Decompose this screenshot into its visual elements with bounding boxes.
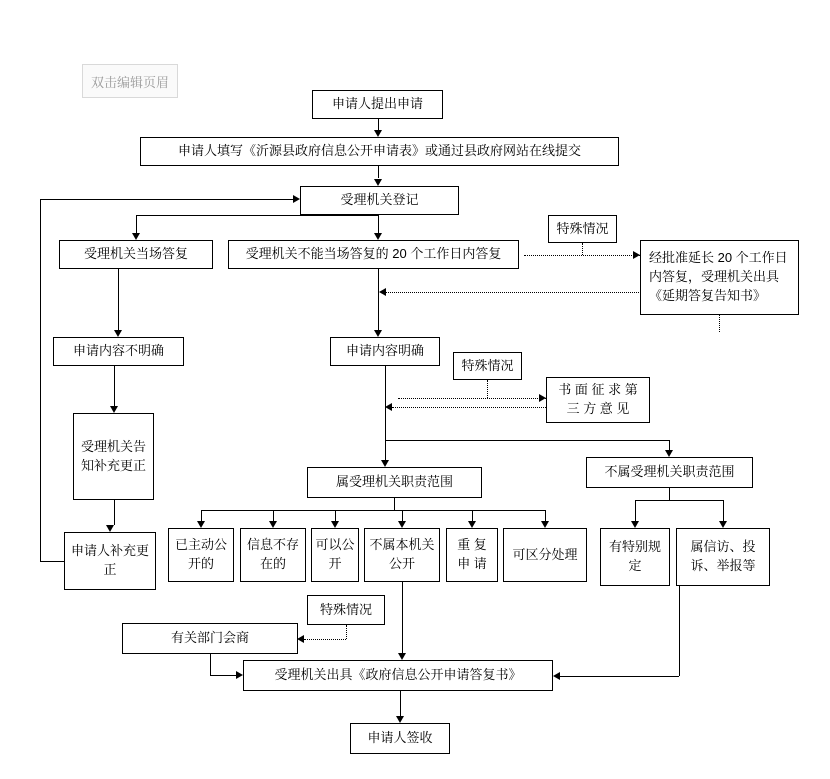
node-third-party[interactable]: 书 面 征 求 第 三 方 意 见 (546, 377, 650, 423)
connector-special1-to-extend (524, 255, 640, 256)
connector-correct-return-top (40, 199, 293, 200)
node-issue-reply[interactable]: 受理机关出具《政府信息公开申请答复书》 (243, 660, 553, 691)
connector-registration-to-onsite-v (136, 215, 137, 233)
node-special-rule[interactable]: 有特别规定 (600, 528, 670, 586)
connector-bus-to-specialrule (635, 500, 636, 521)
node-content-unclear[interactable]: 申请内容不明确 (53, 337, 184, 366)
arrowhead-clear-to-outside (665, 450, 673, 457)
node-special-case-1[interactable]: 特殊情况 (548, 215, 617, 243)
node-petition-complaint[interactable]: 属信访、投诉、举报等 (676, 528, 770, 586)
connector-dept-to-reply-h (210, 675, 236, 676)
node-special-case-3[interactable]: 特殊情况 (307, 595, 385, 625)
connector-third-return-h (392, 407, 546, 408)
connector-special1-down (582, 243, 583, 255)
node-applicant-correct[interactable]: 申请人补充更正 (64, 532, 156, 590)
connector-bus-to-canpublic (335, 510, 336, 521)
connector-special2-to-third-h (398, 398, 546, 399)
node-outside-scope[interactable]: 不属受理机关职责范围 (586, 457, 753, 488)
arrowhead-bus-to-repeat (468, 521, 476, 528)
connector-within-bus (201, 510, 545, 511)
connector-outside-bus (635, 500, 723, 501)
node-notify-correction[interactable]: 受理机关告知补充更正 (73, 413, 154, 500)
arrowhead-right-group-to-reply (553, 672, 560, 680)
arrowhead-correct-return (293, 195, 300, 203)
connector-subboxes-to-reply (402, 582, 403, 653)
arrowhead-bus-to-separable (541, 521, 549, 528)
connector-registration-trunk (378, 215, 379, 233)
connector-correct-return-h (40, 561, 64, 562)
connector-clear-to-outside-v (669, 440, 670, 450)
connector-submit-to-form (378, 119, 379, 130)
connector-bus-to-notexist (273, 510, 274, 521)
arrowhead-bus-to-canpublic (331, 521, 339, 528)
node-reply-20days[interactable]: 受理机关不能当场答复的 20 个工作日内答复 (228, 240, 519, 269)
node-can-public[interactable]: 可以公开 (311, 528, 359, 582)
arrowhead-reply-to-sign (396, 716, 404, 723)
connector-20days-to-clear (378, 269, 379, 330)
arrowhead-clear-to-within (381, 460, 389, 467)
node-registration[interactable]: 受理机关登记 (300, 186, 459, 215)
arrowhead-bus-to-already (197, 521, 205, 528)
arrowhead-bus-to-notthisorg (398, 521, 406, 528)
connector-bus-to-repeat (472, 510, 473, 521)
arrowhead-form-to-registration (374, 179, 382, 186)
arrowhead-20days-to-clear (374, 330, 382, 337)
arrowhead-registration-to-onsite (132, 233, 140, 240)
connector-clear-to-outside-h (385, 440, 670, 441)
connector-bus-to-already (201, 510, 202, 521)
arrowhead-special2-to-third (539, 394, 546, 402)
arrowhead-registration-to-20days (374, 233, 382, 240)
node-repeat-apply[interactable]: 重 复 申 请 (446, 528, 498, 582)
connector-special2-down (487, 380, 488, 398)
node-not-this-org[interactable]: 不属本机关公开 (364, 528, 440, 582)
connector-right-group-v (679, 586, 680, 676)
arrowhead-onsite-to-unclear (114, 330, 122, 337)
connector-dept-to-reply-v (210, 654, 211, 675)
connector-extend-return-v (719, 315, 720, 332)
connector-clear-trunk (385, 366, 386, 460)
node-extend-20days[interactable]: 经批准延长 20 个工作日内答复，受理机关出具《延期答复告知书》 (640, 240, 799, 315)
connector-special3-down (346, 625, 347, 639)
node-within-scope[interactable]: 属受理机关职责范围 (307, 467, 482, 498)
connector-special3-h (304, 639, 346, 640)
node-applicant-sign[interactable]: 申请人签收 (350, 723, 450, 754)
connector-onsite-to-unclear (118, 269, 119, 330)
node-reply-onsite[interactable]: 受理机关当场答复 (59, 240, 213, 269)
arrowhead-bus-to-petition (719, 521, 727, 528)
arrowhead-bus-to-notexist (269, 521, 277, 528)
arrowhead-extend-return (379, 288, 386, 296)
connector-outside-bus-drop (669, 488, 670, 500)
node-separable[interactable]: 可区分处理 (503, 528, 587, 582)
connector-correct-return-v (40, 199, 41, 561)
node-applicant-submit[interactable]: 申请人提出申请 (312, 90, 443, 119)
connector-bus-to-notthisorg (402, 510, 403, 521)
arrowhead-dept-to-reply (236, 671, 243, 679)
arrowhead-third-return (385, 403, 392, 411)
arrowhead-special3-to-dept (297, 635, 304, 643)
arrowhead-bus-to-specialrule (631, 521, 639, 528)
connector-notify-to-correct (114, 500, 115, 525)
header-edit-note[interactable]: 双击编辑页眉 (82, 64, 178, 98)
node-not-exist[interactable]: 信息不存在的 (240, 528, 306, 582)
connector-unclear-to-notify (114, 366, 115, 406)
arrowhead-notify-to-correct (106, 525, 114, 532)
connector-within-bus-drop (394, 498, 395, 510)
node-content-clear[interactable]: 申请内容明确 (330, 337, 440, 366)
connector-registration-to-onsite-h (136, 215, 378, 216)
connector-reply-to-sign (400, 691, 401, 716)
arrowhead-special1-to-extend (633, 251, 640, 259)
arrowhead-subboxes-to-reply (398, 653, 406, 660)
node-already-public[interactable]: 已主动公开的 (168, 528, 234, 582)
connector-form-to-registration (378, 166, 379, 178)
arrowhead-unclear-to-notify (110, 406, 118, 413)
connector-bus-to-petition (723, 500, 724, 521)
connector-right-group-h (560, 676, 679, 677)
arrowhead-submit-to-form (374, 130, 382, 137)
connector-bus-to-separable (545, 510, 546, 521)
node-special-case-2[interactable]: 特殊情况 (453, 352, 522, 380)
node-fill-form[interactable]: 申请人填写《沂源县政府信息公开申请表》或通过县政府网站在线提交 (140, 137, 619, 166)
node-dept-consult[interactable]: 有关部门会商 (122, 623, 298, 654)
